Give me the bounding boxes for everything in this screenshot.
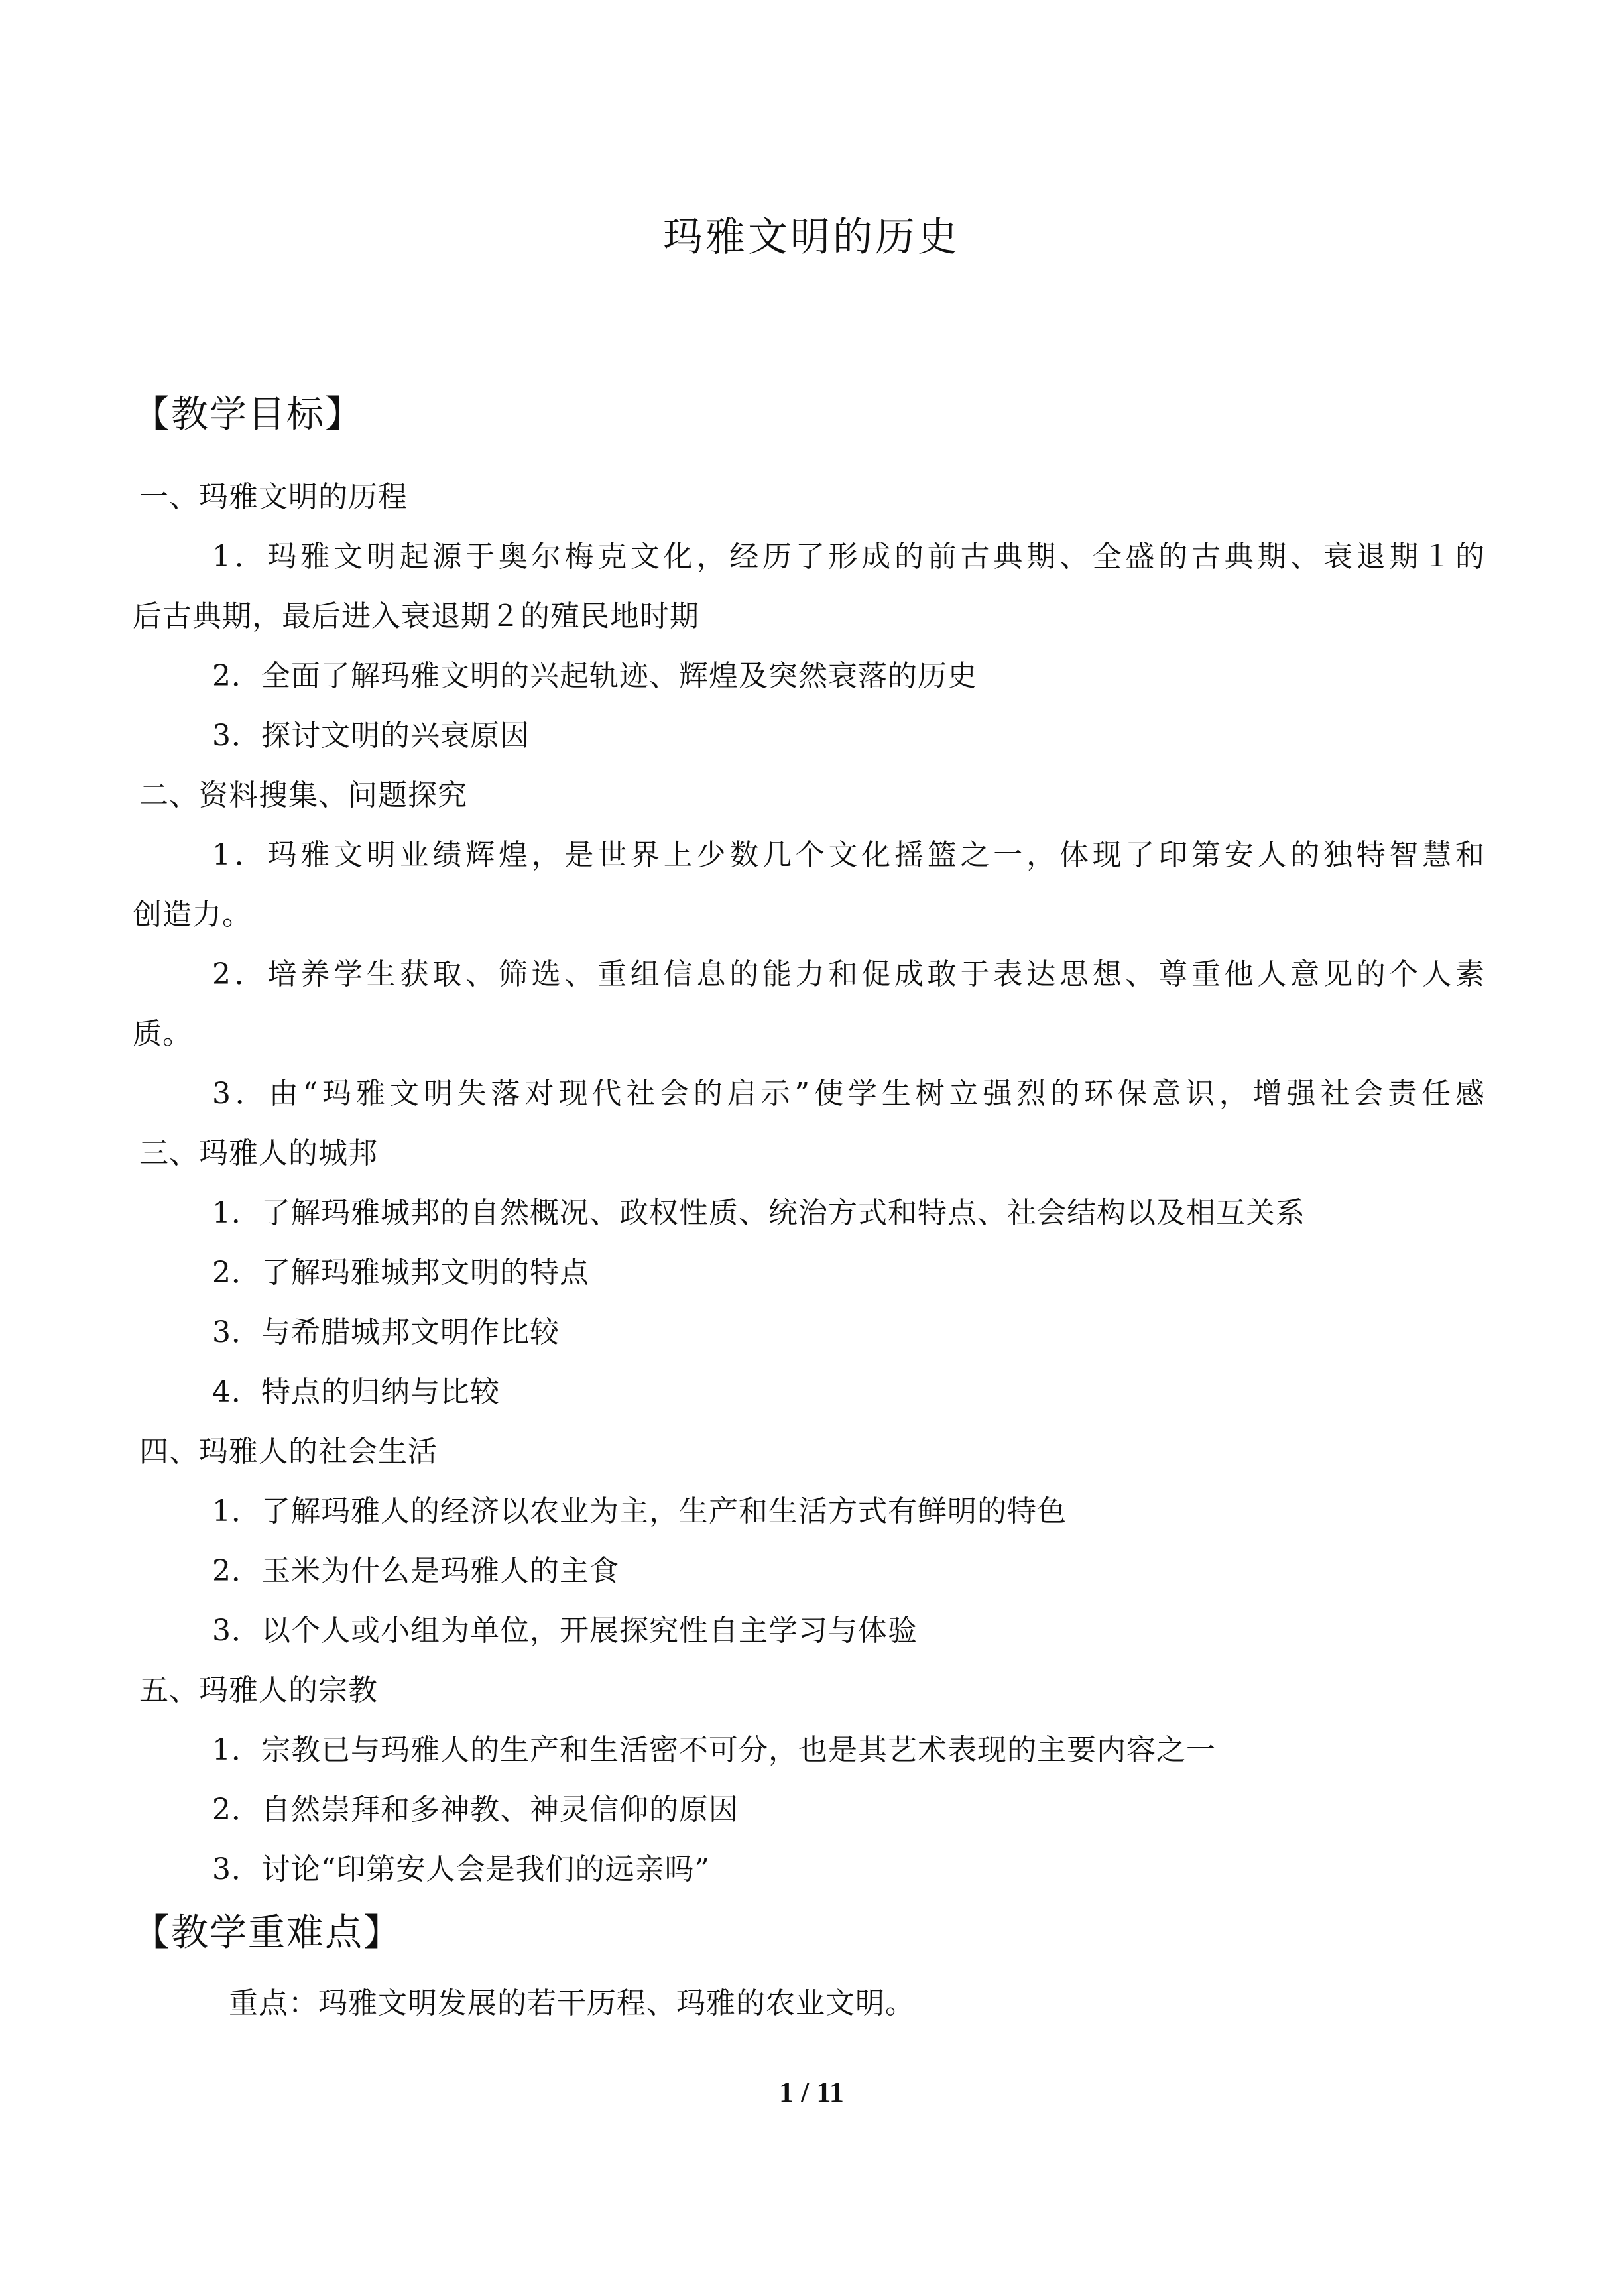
list-item: 3．与希腊城邦文明作比较 bbox=[212, 1315, 560, 1349]
group-heading: 四、玛雅人的社会生活 bbox=[139, 1435, 438, 1469]
list-item-continuation: 质。 bbox=[133, 1017, 192, 1051]
list-item: 3．探讨文明的兴衰原因 bbox=[212, 719, 530, 753]
key-point-text: 重点：玛雅文明发展的若干历程、玛雅的农业文明。 bbox=[229, 1986, 915, 2020]
list-item: 3．以个人或小组为单位，开展探究性自主学习与体验 bbox=[212, 1614, 918, 1648]
list-item: 2．自然崇拜和多神教、神灵信仰的原因 bbox=[212, 1793, 739, 1827]
section-heading-teaching-goals: 【教学目标】 bbox=[133, 393, 363, 436]
group-heading: 二、资料搜集、问题探究 bbox=[139, 778, 467, 812]
list-item: 2．了解玛雅城邦文明的特点 bbox=[212, 1256, 589, 1290]
group-heading: 三、玛雅人的城邦 bbox=[139, 1136, 378, 1170]
list-item: 2．培养学生获取、筛选、重组信息的能力和促成敢于表达思想、尊重他人意见的个人素 bbox=[212, 957, 1485, 991]
list-item: 3．讨论“印第安人会是我们的远亲吗” bbox=[212, 1852, 710, 1886]
list-item: 1．玛雅文明业绩辉煌，是世界上少数几个文化摇篮之一，体现了印第安人的独特智慧和 bbox=[212, 838, 1485, 872]
list-item-continuation: 后古典期，最后进入衰退期２的殖民地时期 bbox=[133, 599, 699, 633]
group-heading: 五、玛雅人的宗教 bbox=[139, 1673, 378, 1707]
page-number: 1 / 11 bbox=[779, 2076, 844, 2108]
list-item: 4．特点的归纳与比较 bbox=[212, 1375, 500, 1409]
list-item: 1．了解玛雅人的经济以农业为主，生产和生活方式有鲜明的特色 bbox=[212, 1494, 1067, 1528]
list-item: 1．玛雅文明起源于奥尔梅克文化，经历了形成的前古典期、全盛的古典期、衰退期１的 bbox=[212, 540, 1485, 574]
list-item: 1．宗教已与玛雅人的生产和生活密不可分，也是其艺术表现的主要内容之一 bbox=[212, 1733, 1216, 1767]
document-title: 玛雅文明的历史 bbox=[663, 214, 960, 261]
group-heading: 一、玛雅文明的历程 bbox=[139, 480, 408, 514]
list-item-continuation: 创造力。 bbox=[133, 898, 252, 932]
list-item: 1．了解玛雅城邦的自然概况、政权性质、统治方式和特点、社会结构以及相互关系 bbox=[212, 1196, 1305, 1230]
list-item: 2．玉米为什么是玛雅人的主食 bbox=[212, 1554, 619, 1588]
section-heading-key-difficulties: 【教学重难点】 bbox=[133, 1911, 402, 1955]
list-item: 2．全面了解玛雅文明的兴起轨迹、辉煌及突然衰落的历史 bbox=[212, 659, 977, 693]
list-item: 3．由“玛雅文明失落对现代社会的启示”使学生树立强烈的环保意识，增强社会责任感 bbox=[212, 1077, 1485, 1111]
